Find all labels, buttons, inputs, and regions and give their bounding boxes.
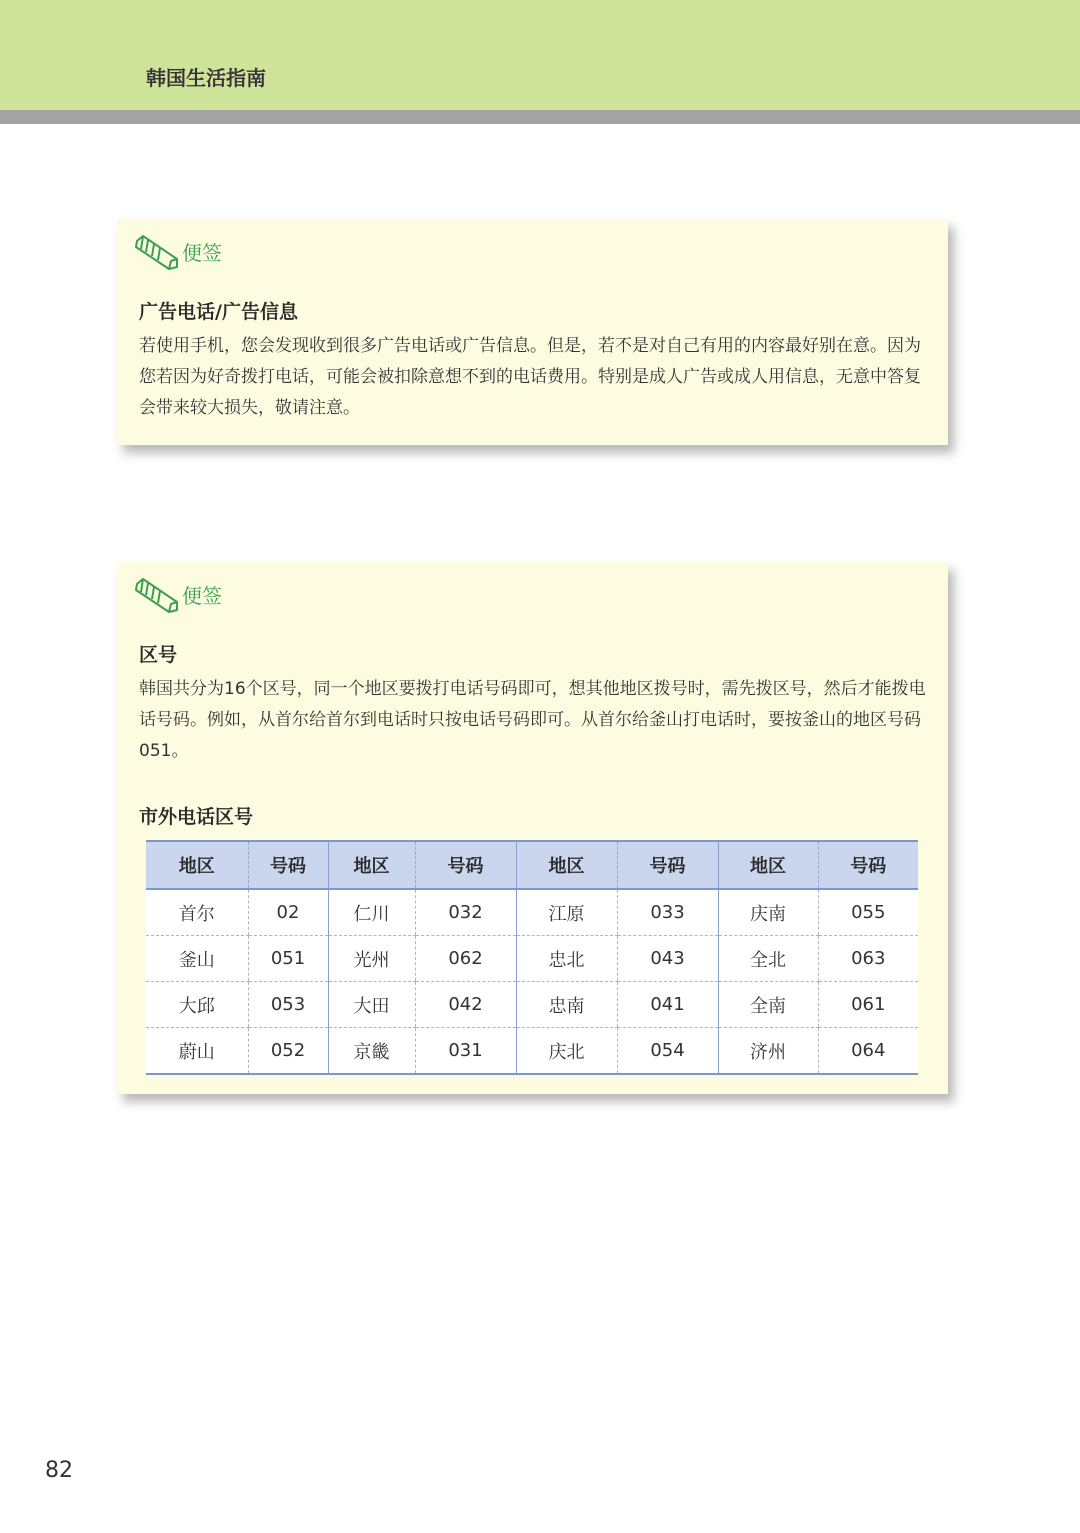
code-cell: 033 [617,889,718,936]
code-cell: 055 [818,889,918,936]
region-cell: 庆北 [516,1028,617,1075]
note-title: 区号 [139,644,178,666]
region-cell: 大邱 [146,982,248,1028]
code-cell: 02 [248,889,328,936]
column-header: 号码 [415,841,516,889]
note-title: 广告电话/广告信息 [139,301,298,323]
column-header: 号码 [617,841,718,889]
table-row [146,1028,918,1075]
code-cell: 043 [617,936,718,982]
pencil-icon [133,576,181,616]
code-cell: 064 [818,1028,918,1075]
code-cell: 051 [248,936,328,982]
column-header: 地区 [328,841,415,889]
table-header-row [146,841,918,889]
region-cell: 庆南 [718,889,818,936]
header-rule [0,110,1080,124]
table-row [146,936,918,982]
note-body: 若使用手机，您会发现收到很多广告电话或广告信息。但是，若不是对自己有用的内容最好别在意。因为您若因为好奇拨打电话，可能会被扣除意想不到的电话费用。特别是成人广告或成人用信息，无意中答复会带来较大损失，敬请注意。 [139,336,921,418]
region-cell: 大田 [328,982,415,1028]
code-cell: 052 [248,1028,328,1075]
header-band [0,0,1080,110]
region-cell: 忠北 [516,936,617,982]
region-cell: 蔚山 [146,1028,248,1075]
column-header: 号码 [248,841,328,889]
column-header: 号码 [818,841,918,889]
code-cell: 032 [415,889,516,936]
area-code-table [146,840,918,1075]
table-title: 市外电话区号 [139,806,254,828]
region-cell: 忠南 [516,982,617,1028]
region-cell: 首尔 [146,889,248,936]
region-cell: 全南 [718,982,818,1028]
code-cell: 031 [415,1028,516,1075]
note-body: 韩国共分为16个区号，同一个地区要拨打电话号码即可，想其他地区拨号时，需先拨区号，然后才能拨电话号码。例如，从首尔给首尔到电话时只按电话号码即可。从首尔给釜山打电话时，要按釜山的地区号码051。 [139,679,926,761]
region-cell: 京畿 [328,1028,415,1075]
region-cell: 釜山 [146,936,248,982]
book-title: 韩国生活指南 [146,66,266,90]
note-box-area-codes [117,562,948,1094]
region-cell: 仁川 [328,889,415,936]
note-label: 便签 [182,241,222,265]
code-cell: 062 [415,936,516,982]
pencil-icon [133,233,181,273]
page-number: 82 [45,1458,73,1483]
region-cell: 济州 [718,1028,818,1075]
note-label: 便签 [182,584,222,608]
column-header: 地区 [146,841,248,889]
code-cell: 054 [617,1028,718,1075]
code-cell: 042 [415,982,516,1028]
region-cell: 江原 [516,889,617,936]
column-header: 地区 [516,841,617,889]
region-cell: 全北 [718,936,818,982]
table-row [146,889,918,936]
code-cell: 053 [248,982,328,1028]
table-row [146,982,918,1028]
code-cell: 041 [617,982,718,1028]
code-cell: 063 [818,936,918,982]
note-box-ad-calls [117,219,948,445]
region-cell: 光州 [328,936,415,982]
code-cell: 061 [818,982,918,1028]
column-header: 地区 [718,841,818,889]
